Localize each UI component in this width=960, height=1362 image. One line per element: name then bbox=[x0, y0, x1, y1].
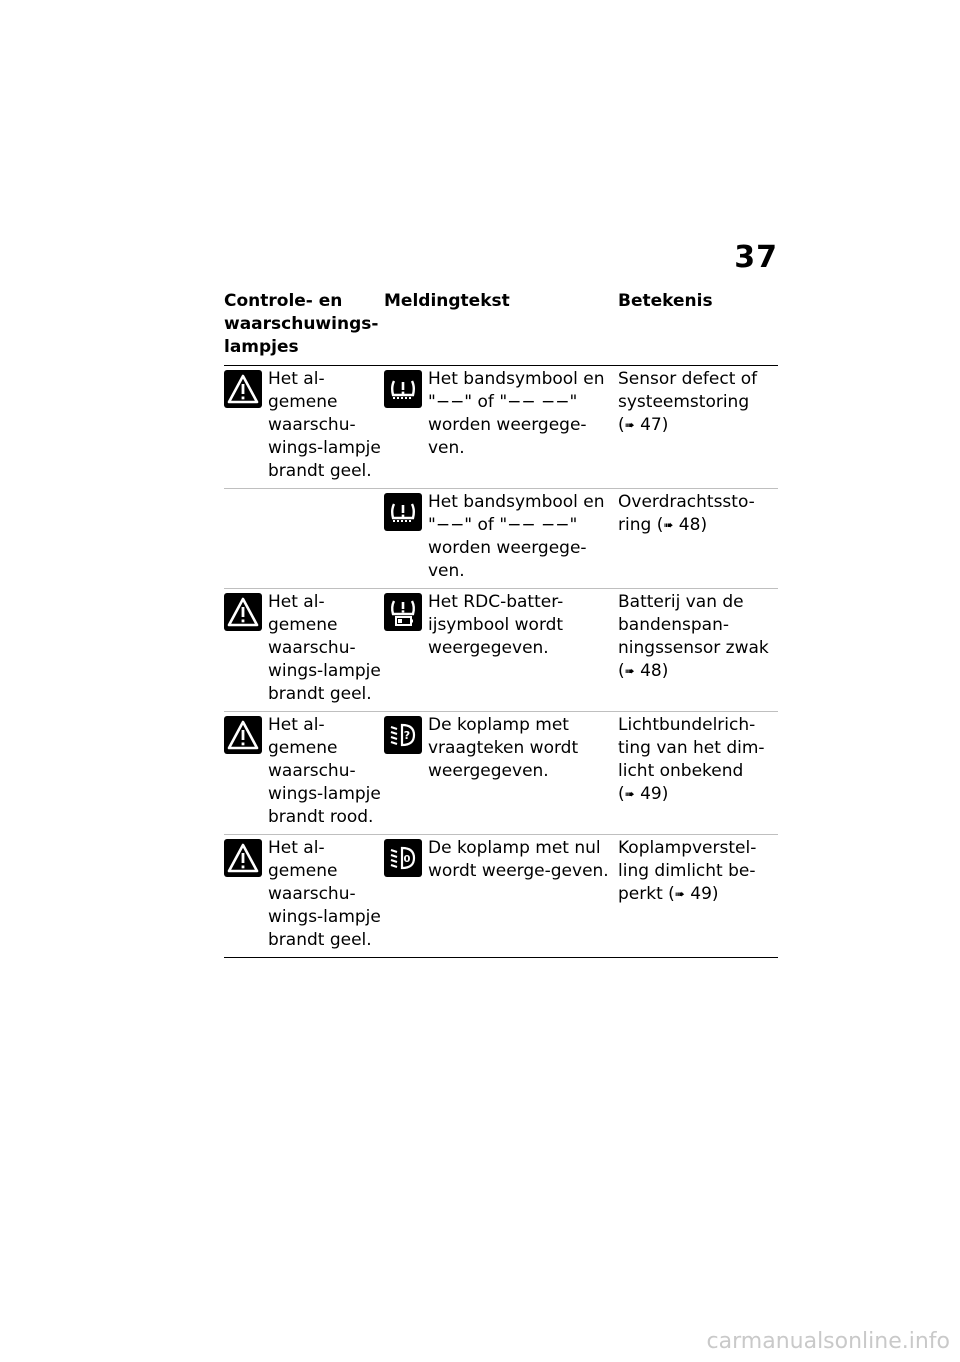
page-reference-link[interactable]: (➠ 48) bbox=[618, 661, 669, 681]
headlight-zero-icon bbox=[384, 839, 422, 877]
reference-arrow-icon: ➠ bbox=[624, 787, 635, 801]
indicator-table bbox=[224, 290, 778, 958]
message-cell bbox=[384, 837, 618, 952]
message-cell bbox=[384, 714, 618, 829]
page-number: 37 bbox=[734, 240, 778, 275]
table-row bbox=[224, 712, 778, 835]
reference-page: 48 bbox=[678, 515, 701, 535]
indicator-cell bbox=[224, 368, 384, 483]
meaning-text: Batterij van de bandenspan-ningssensor zwak bbox=[618, 592, 769, 658]
reference-page: 49 bbox=[640, 784, 662, 804]
svg-text:?: ? bbox=[403, 729, 411, 742]
meaning-cell bbox=[618, 837, 778, 952]
reference-arrow-icon: ➠ bbox=[674, 887, 685, 901]
meaning-cell bbox=[618, 491, 778, 583]
meaning-text: Koplampverstel-ling dimlicht be-perkt bbox=[618, 838, 757, 904]
message-cell bbox=[384, 491, 618, 583]
reference-page: 49 bbox=[690, 884, 712, 904]
message-text: Het RDC-batter-ijsymbool wordt weergegeven. bbox=[428, 592, 564, 658]
tire-battery-icon bbox=[384, 593, 422, 631]
warning-triangle-icon bbox=[224, 370, 262, 408]
table-body bbox=[224, 366, 778, 958]
svg-text:0: 0 bbox=[403, 854, 411, 865]
indicator-cell bbox=[224, 591, 384, 706]
reference-arrow-icon: ➠ bbox=[624, 418, 635, 432]
meaning-text: Sensor defect of systeemstoring bbox=[618, 369, 758, 412]
meaning-text: Lichtbundelrich-ting van het dim-licht onbekend bbox=[618, 715, 765, 781]
tire-pressure-icon bbox=[384, 493, 422, 531]
table-row bbox=[224, 589, 778, 712]
table-row bbox=[224, 835, 778, 958]
meaning-text-wrap bbox=[618, 491, 778, 538]
meaning-text-wrap bbox=[618, 368, 778, 438]
meaning-cell bbox=[618, 368, 778, 483]
indicator-text: Het al-gemene waarschu-wings-lampje brandt geel. bbox=[268, 369, 381, 481]
page-reference-link[interactable]: (➠ 49) bbox=[618, 784, 669, 804]
indicator-cell bbox=[224, 491, 384, 583]
indicator-text: Het al-gemene waarschu-wings-lampje brandt rood. bbox=[268, 715, 381, 827]
meaning-text-wrap bbox=[618, 714, 778, 807]
reference-arrow-icon: ➠ bbox=[624, 664, 635, 678]
indicator-text: Het al-gemene waarschu-wings-lampje brandt geel. bbox=[268, 592, 381, 704]
header-message: Meldingtekst bbox=[384, 291, 510, 311]
meaning-text-wrap bbox=[618, 837, 778, 907]
reference-arrow-icon: ➠ bbox=[663, 518, 674, 532]
meaning-cell bbox=[618, 591, 778, 706]
header-meaning: Betekenis bbox=[618, 291, 713, 311]
indicator-cell bbox=[224, 714, 384, 829]
site-watermark: carmanualsonline.info bbox=[706, 1329, 950, 1354]
meaning-cell bbox=[618, 714, 778, 829]
reference-page: 48 bbox=[640, 661, 662, 681]
message-text: De koplamp met nul wordt weerge-geven. bbox=[428, 838, 609, 881]
meaning-text-wrap bbox=[618, 591, 778, 684]
table-row bbox=[224, 489, 778, 589]
indicator-cell bbox=[224, 837, 384, 952]
page-reference-link[interactable]: (➠ 47) bbox=[618, 415, 669, 435]
message-cell bbox=[384, 368, 618, 483]
warning-triangle-icon bbox=[224, 716, 262, 754]
headlight-question-icon bbox=[384, 716, 422, 754]
indicator-text: Het al-gemene waarschu-wings-lampje brandt geel. bbox=[268, 838, 381, 950]
header-indicators: Controle- en waarschuwings-lampjes bbox=[224, 291, 379, 357]
message-text: Het bandsymbool en "−−" of "−− −−" worden weergege-ven. bbox=[428, 492, 605, 581]
table-header bbox=[224, 290, 778, 366]
page-reference-link[interactable]: (➠ 48) bbox=[656, 515, 708, 535]
page-reference-link[interactable]: (➠ 49) bbox=[668, 884, 719, 904]
tire-pressure-icon bbox=[384, 370, 422, 408]
warning-triangle-icon bbox=[224, 593, 262, 631]
warning-triangle-icon bbox=[224, 839, 262, 877]
message-text: De koplamp met vraagteken wordt weergegeven. bbox=[428, 715, 579, 781]
table-row bbox=[224, 366, 778, 489]
reference-page: 47 bbox=[640, 415, 662, 435]
message-text: Het bandsymbool en "−−" of "−− −−" worden weergege-ven. bbox=[428, 369, 605, 458]
message-cell bbox=[384, 591, 618, 706]
meaning-text: Overdrachtssto-ring bbox=[618, 492, 755, 535]
